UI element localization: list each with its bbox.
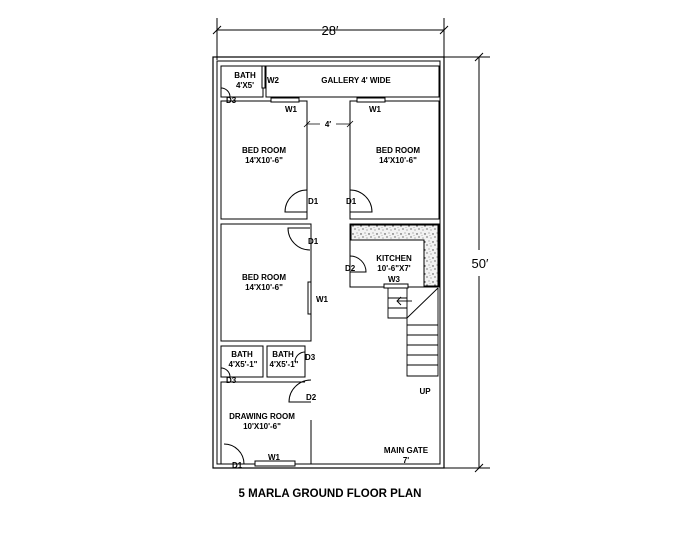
d1-right-top-tag: D1 <box>346 197 357 206</box>
w1-window-left-top <box>271 98 299 102</box>
w1-left-mid-tag: W1 <box>316 295 328 304</box>
bath-mid-label: BATH <box>272 350 294 359</box>
w1-left-top-tag: W1 <box>285 105 297 114</box>
stair-up-label: UP <box>419 387 431 396</box>
w1-drawing-tag: W1 <box>268 453 280 462</box>
d2-drawing-tag: D2 <box>306 393 317 402</box>
passage-dimension: 4′ <box>324 120 332 129</box>
w1-right-top-tag: W1 <box>369 105 381 114</box>
bath-left-label: BATH <box>231 350 253 359</box>
main-gate-label: MAIN GATE <box>383 446 429 455</box>
staircase <box>388 288 438 376</box>
d3-bath-mid-tag: D3 <box>305 353 316 362</box>
kitchen-label: KITCHEN <box>376 254 412 263</box>
d1-left-top-tag: D1 <box>308 197 319 206</box>
bedroom-left-mid-label: BED ROOM <box>242 273 286 282</box>
door-swing-left-mid <box>288 228 310 250</box>
bedroom-right-top-size: 14'X10'-6" <box>379 156 417 165</box>
bedroom-left-top-label: BED ROOM <box>242 146 286 155</box>
w2-tag: W2 <box>267 76 279 85</box>
bath-mid-size: 4'X5'-1" <box>269 360 299 369</box>
door-swing-left-top <box>285 190 307 214</box>
drawing-room-label: DRAWING ROOM <box>229 412 295 421</box>
bath-left-size: 4'X5'-1" <box>228 360 258 369</box>
bedroom-right-top-label: BED ROOM <box>376 146 420 155</box>
w1-window-right-top <box>357 98 385 102</box>
bedroom-left-top-size: 14'X10'-6" <box>245 156 283 165</box>
w1-window-left-mid <box>308 282 311 314</box>
d1-left-mid-tag: D1 <box>308 237 319 246</box>
main-gate-size: 7' <box>402 456 410 465</box>
d1-drawing-tag: D1 <box>232 461 243 470</box>
w2-window <box>262 66 265 88</box>
bath-top-label: BATH <box>234 71 256 80</box>
depth-dimension: 50′ <box>471 256 489 271</box>
drawing-room-size: 10'X10'-6" <box>243 422 281 431</box>
d3-top-tag: D3 <box>226 96 237 105</box>
bath-top-size: 4'X5' <box>235 81 255 90</box>
w3-kitchen-tag: W3 <box>388 275 400 284</box>
width-dimension: 28′ <box>321 23 339 38</box>
kitchen-size: 10'-6"X7' <box>377 264 411 273</box>
plan-title: 5 MARLA GROUND FLOOR PLAN <box>238 488 422 500</box>
bedroom-left-mid-size: 14'X10'-6" <box>245 283 283 292</box>
d3-bath-left-tag: D3 <box>226 376 237 385</box>
gallery-label: GALLERY 4' WIDE <box>321 76 391 85</box>
d2-kitchen-tag: D2 <box>345 264 356 273</box>
